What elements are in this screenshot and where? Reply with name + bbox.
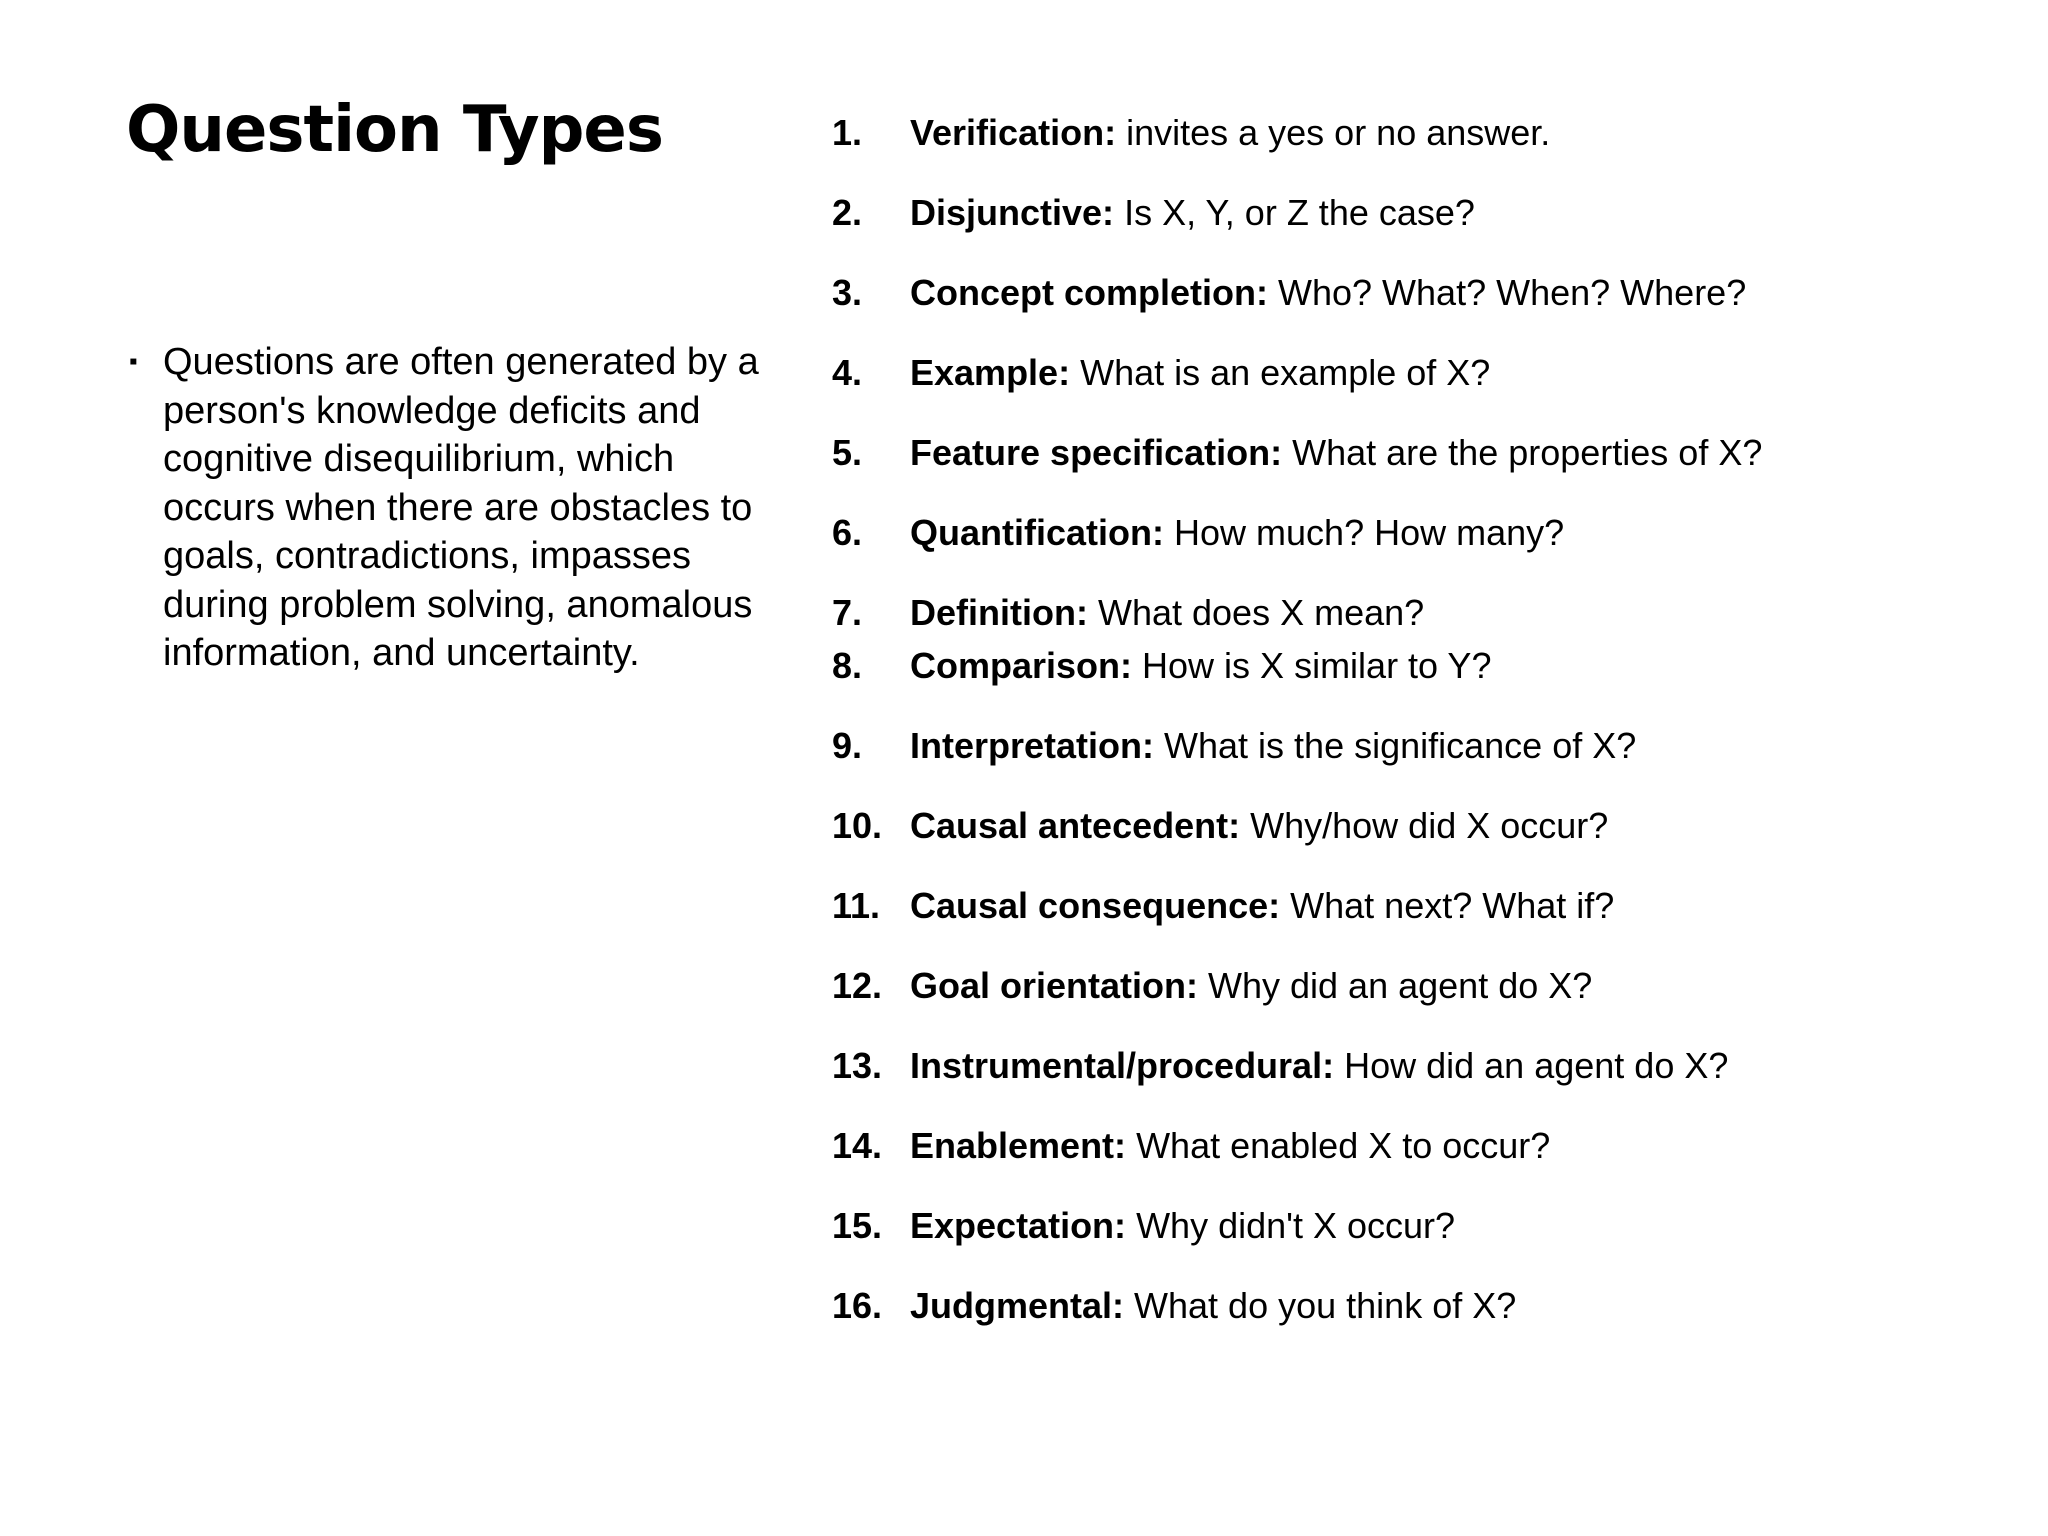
item-description: How is X similar to Y? xyxy=(1142,645,1492,686)
item-description: What is the significance of X? xyxy=(1164,725,1637,766)
item-description: Why/how did X occur? xyxy=(1250,805,1609,846)
item-term: Disjunctive: xyxy=(910,192,1115,233)
item-description: Is X, Y, or Z the case? xyxy=(1124,192,1475,233)
item-description: What enabled X to occur? xyxy=(1136,1125,1551,1166)
item-number: 2. xyxy=(832,192,863,233)
item-number: 8. xyxy=(832,645,863,686)
item-description: Who? What? When? Where? xyxy=(1278,272,1747,313)
item-term: Judgmental: xyxy=(910,1285,1125,1326)
item-number: 3. xyxy=(832,272,863,313)
item-description: What next? What if? xyxy=(1290,885,1615,926)
item-number: 15. xyxy=(832,1205,883,1246)
bullet-text: Questions are often generated by a person's knowledge deficits and cognitive disequilibrium, which occurs when there are obstacles to goals, contradictions, impasses during problem solving, anomalous information, and uncertainty. xyxy=(163,341,759,674)
item-number: 4. xyxy=(832,352,863,393)
item-description: What is an example of X? xyxy=(1080,352,1491,393)
item-number: 5. xyxy=(832,432,863,473)
item-number: 13. xyxy=(832,1045,883,1086)
item-term: Enablement: xyxy=(910,1125,1127,1166)
item-term: Goal orientation: xyxy=(910,965,1198,1006)
item-number: 16. xyxy=(832,1285,883,1326)
item-term: Concept completion: xyxy=(910,272,1268,313)
item-term: Causal antecedent: xyxy=(910,805,1241,846)
item-term: Definition: xyxy=(910,592,1088,633)
item-description: How much? How many? xyxy=(1174,512,1565,553)
item-description: What are the properties of X? xyxy=(1292,432,1763,473)
item-number: 11. xyxy=(832,885,881,926)
item-term: Interpretation: xyxy=(910,725,1155,766)
item-term: Expectation: xyxy=(910,1205,1127,1246)
question-type-list xyxy=(832,0,2032,1536)
item-number: 10. xyxy=(832,805,883,846)
item-term: Example: xyxy=(910,352,1071,393)
item-description: How did an agent do X? xyxy=(1344,1045,1729,1086)
item-number: 7. xyxy=(832,592,863,633)
item-term: Feature specification: xyxy=(910,432,1283,473)
item-number: 1. xyxy=(832,112,863,153)
item-number: 9. xyxy=(832,725,863,766)
item-term: Comparison: xyxy=(910,645,1133,686)
item-description: What do you think of X? xyxy=(1134,1285,1517,1326)
item-number: 6. xyxy=(832,512,863,553)
item-term: Causal consequence: xyxy=(910,885,1281,926)
slide-title: Question Types xyxy=(126,93,663,167)
item-description: invites a yes or no answer. xyxy=(1126,112,1551,153)
item-number: 14. xyxy=(832,1125,883,1166)
item-term: Quantification: xyxy=(910,512,1164,553)
item-term: Verification: xyxy=(910,112,1117,153)
item-description: Why did an agent do X? xyxy=(1208,965,1593,1006)
item-term: Instrumental/procedural: xyxy=(910,1045,1335,1086)
item-description: Why didn't X occur? xyxy=(1136,1205,1456,1246)
item-description: What does X mean? xyxy=(1097,592,1425,633)
item-number: 12. xyxy=(832,965,883,1006)
square-bullet-icon: ▪ xyxy=(129,348,138,375)
